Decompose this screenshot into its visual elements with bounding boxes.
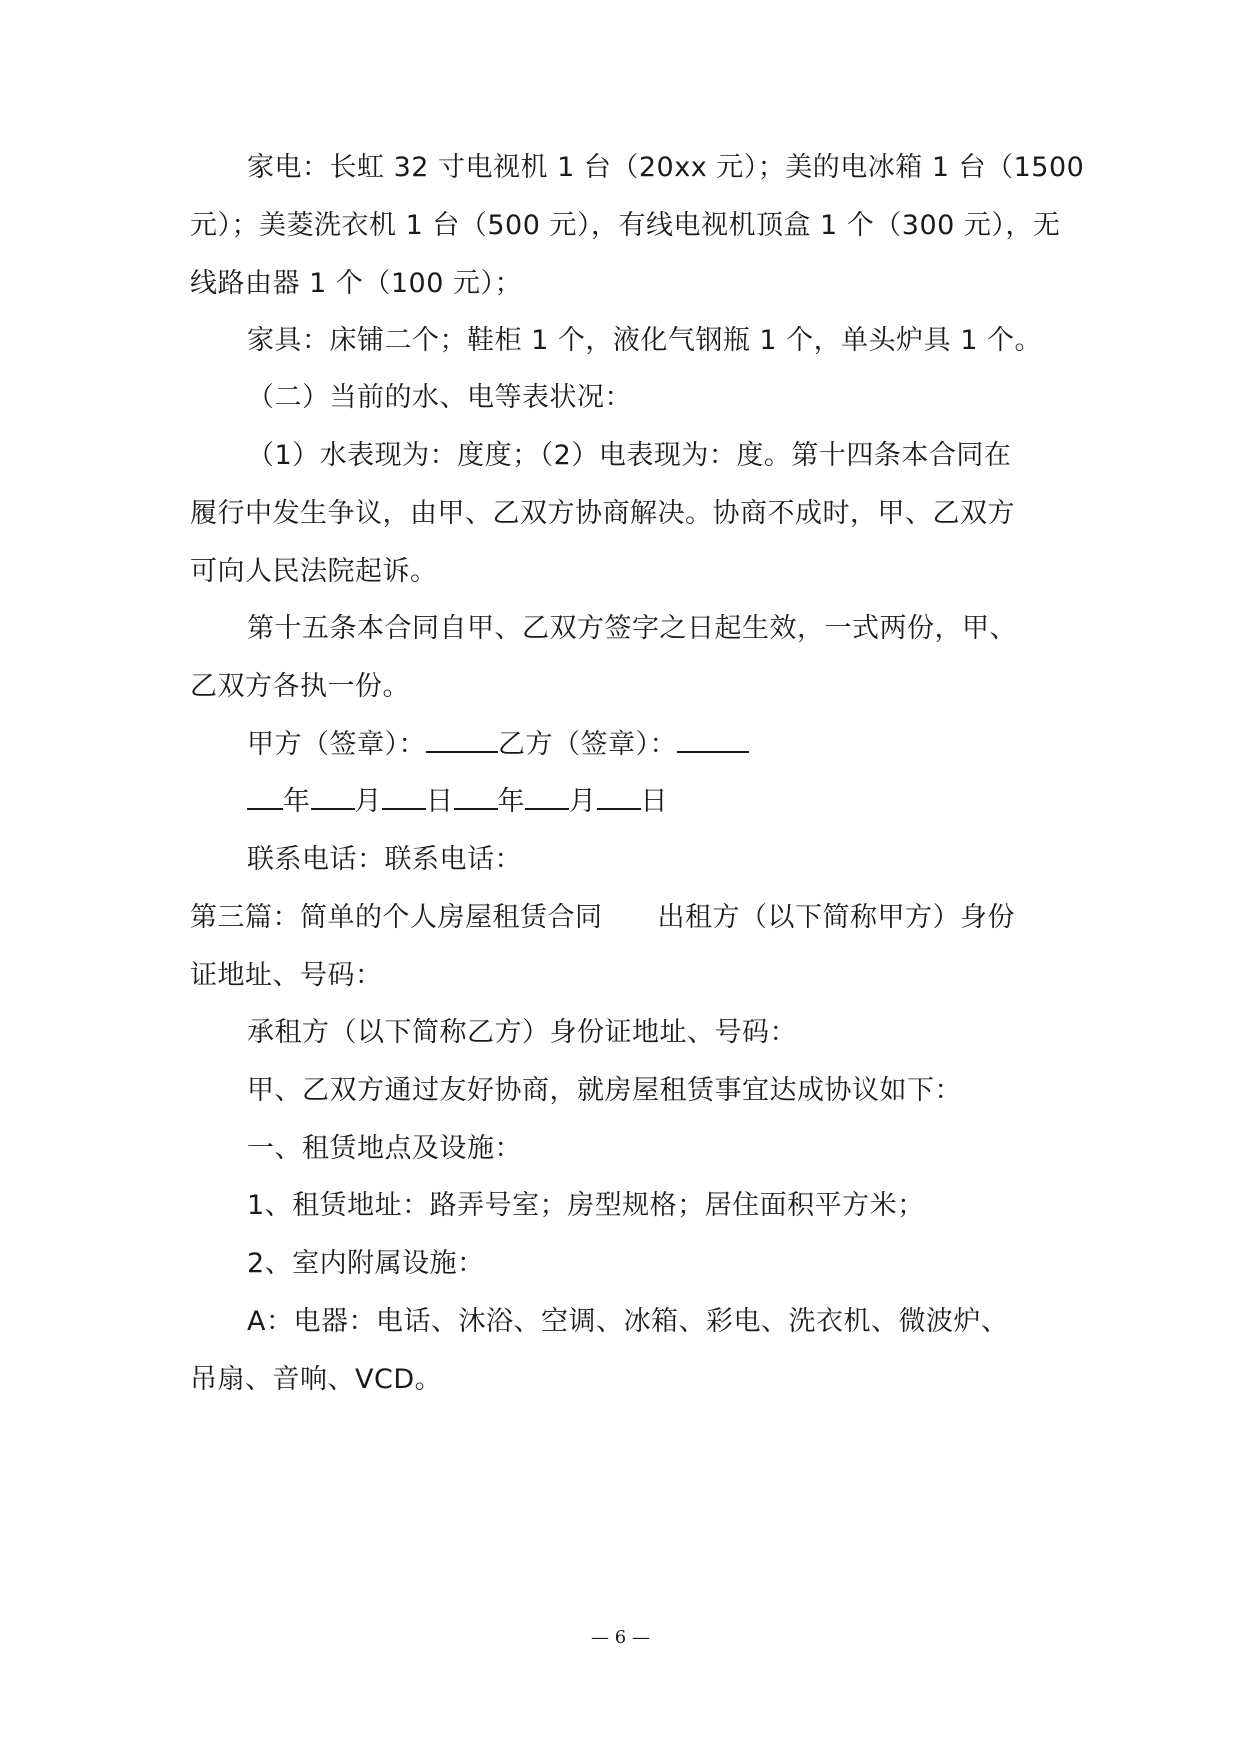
paragraph-line: 乙双方各执一份。 (190, 671, 410, 702)
date-line (247, 784, 668, 820)
party-a-label: 甲方（签章）： (247, 729, 426, 760)
signature-line (247, 727, 749, 763)
party-a-signature-blank (426, 729, 498, 753)
paragraph-line: A：电器：电话、沐浴、空调、冰箱、彩电、洗衣机、微波炉、 (247, 1306, 1009, 1337)
paragraph-line: （1）水表现为：度度；（2）电表现为：度。第十四条本合同在 (247, 440, 1012, 471)
month-label: 月 (569, 786, 597, 817)
paragraph-line: 家电：长虹 32 寸电视机 1 台（20xx 元）；美的电冰箱 1 台（1500 (247, 152, 1085, 183)
paragraph-line: 可向人民法院起诉。 (190, 556, 438, 587)
day-label: 日 (426, 786, 454, 817)
date-blank (311, 786, 355, 810)
paragraph-line: 证地址、号码： (190, 960, 383, 991)
party-b-label: 乙方（签章）： (498, 729, 677, 760)
day-label: 日 (640, 786, 668, 817)
page-number: — 6 — (591, 1627, 650, 1648)
paragraph-line: 甲、乙双方通过友好协商，就房屋租赁事宜达成协议如下： (247, 1075, 962, 1106)
date-blank (454, 786, 498, 810)
paragraph-line: 1、租赁地址：路弄号室；房型规格；居住面积平方米； (247, 1190, 925, 1221)
year-label: 年 (283, 786, 311, 817)
date-blank (382, 786, 426, 810)
year-label: 年 (497, 786, 525, 817)
date-blank (525, 786, 569, 810)
paragraph-line: 承租方（以下简称乙方）身份证地址、号码： (247, 1017, 797, 1048)
month-label: 月 (354, 786, 382, 817)
paragraph-line: 一、租赁地点及设施： (247, 1133, 522, 1164)
section-heading-line: 第三篇：简单的个人房屋租赁合同 出租方（以下简称甲方）身份 (190, 902, 1015, 933)
paragraph-line: 元）；美菱洗衣机 1 台（500 元），有线电视机顶盒 1 个（300 元），无 (190, 210, 1061, 241)
paragraph-line: 联系电话：联系电话： (247, 844, 522, 875)
paragraph-line: 吊扇、音响、VCD。 (190, 1364, 443, 1395)
paragraph-line: （二）当前的水、电等表状况： (247, 382, 632, 413)
paragraph-line: 线路由器 1 个（100 元）； (190, 268, 522, 299)
date-blank (597, 786, 641, 810)
party-b-signature-blank (677, 729, 749, 753)
date-blank (247, 786, 283, 810)
paragraph-line: 第十五条本合同自甲、乙双方签字之日起生效，一式两份，甲、 (247, 613, 1017, 644)
paragraph-line: 家具：床铺二个；鞋柜 1 个，液化气钢瓶 1 个，单头炉具 1 个。 (247, 325, 1043, 356)
paragraph-line: 履行中发生争议，由甲、乙双方协商解决。协商不成时，甲、乙双方 (190, 498, 1015, 529)
paragraph-line: 2、室内附属设施： (247, 1248, 485, 1279)
